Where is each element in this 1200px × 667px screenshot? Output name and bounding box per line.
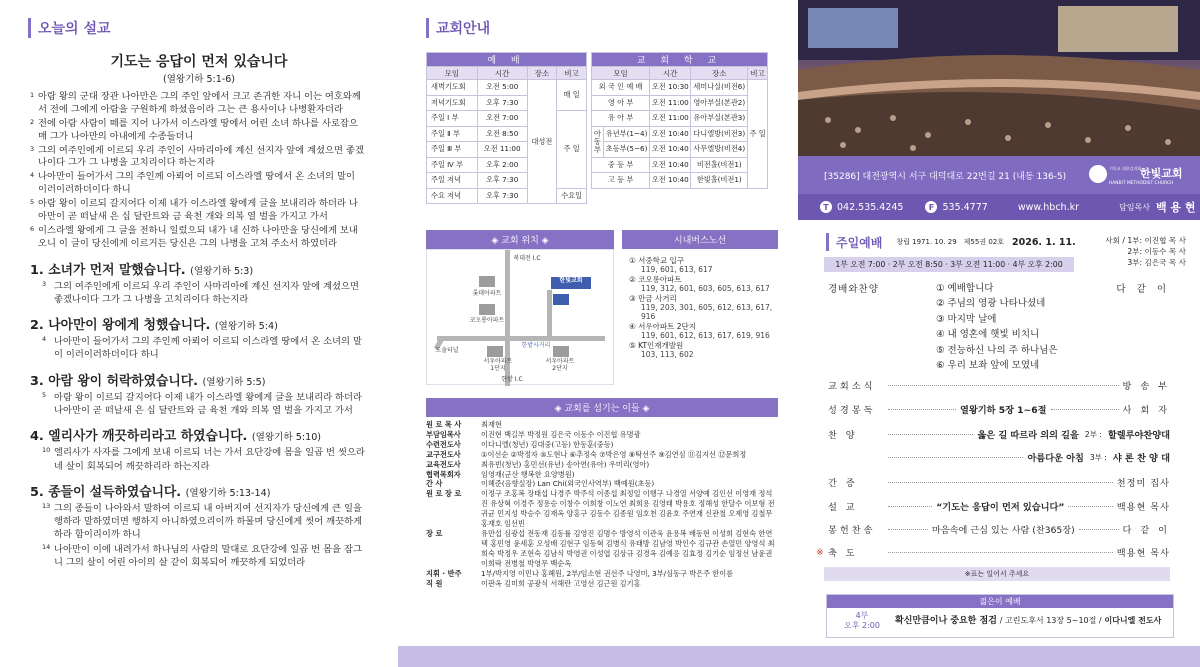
verse-number: 3 <box>42 279 47 288</box>
service-dots <box>888 434 973 435</box>
verse-text: 엘리사가 사자를 그에게 보내 이르되 너는 가서 요단강에 몸을 일곱 번 씻으라 네 살이 회복되어 깨끗하리라 하는지라 <box>54 447 365 472</box>
sanctuary-photo-illustration <box>798 0 1200 156</box>
map-road <box>437 336 605 341</box>
bus-stop-routes: 119, 203, 301, 605, 612, 613, 617, 916 <box>641 303 773 322</box>
leader-line: 사회 / 1부: 이진협 목 사 <box>1105 236 1186 245</box>
sermon-reference: (열왕기하 5:1-6) <box>163 74 235 85</box>
praise-song: ① 예배합니다 <box>936 283 994 294</box>
worship-header <box>826 233 1076 251</box>
verse-number: 5 <box>30 198 35 207</box>
sermon-column <box>0 0 398 667</box>
place-cell: 유아부실(본관3) <box>691 111 748 127</box>
praise-song: ④ 내 영혼에 햇빛 비치니 <box>936 329 1040 341</box>
fax-number: 535.4777 <box>942 201 988 213</box>
praise-leader: 다 같 이 <box>1116 284 1170 295</box>
time-cell: 오전 10:40 <box>650 142 691 158</box>
staff-row <box>426 489 778 529</box>
place-cell: 사무엘방(비전4) <box>691 142 748 158</box>
church-logo-icon <box>1089 165 1107 183</box>
group-cell: 아동부 <box>592 126 604 157</box>
time-cell: 오전 11:00 <box>477 142 527 158</box>
bus-stop-name: ① 서중학교 입구 <box>629 256 684 265</box>
staff-names: 1부/박지영 이민나 홍혜원, 2부/임소현 권선주 나영미, 3부/심동구 박은주 한이름 <box>481 568 734 578</box>
verse-number: 4 <box>42 335 47 344</box>
service-item <box>828 402 1170 416</box>
service-item-content: 아름다운 아침 <box>1027 453 1084 464</box>
staff-role: 간 사 <box>426 479 443 489</box>
meeting-cell: 외 국 인 예 배 <box>592 80 650 96</box>
church-info-column <box>398 0 798 667</box>
service-dots <box>888 552 1113 553</box>
meeting-cell: 유 아 부 <box>592 111 650 127</box>
bus-stop-routes: 119, 601, 612, 613, 617, 619, 916 <box>641 331 770 341</box>
church-name-en: HANBIT METHODIST CHURCH <box>1109 181 1174 186</box>
table-row <box>592 111 768 127</box>
bus-stop-routes: 119, 312, 601, 603, 605, 613, 617 <box>641 284 770 294</box>
point-verse <box>30 446 365 473</box>
time-cell: 오후 7:30 <box>477 173 527 189</box>
bus-stop <box>629 275 779 294</box>
map-label-church: 한빛교회 <box>551 277 591 289</box>
staff-row <box>426 569 778 579</box>
service-item-leader: 방 송 부 <box>1122 381 1170 392</box>
sermon-point-heading <box>30 259 365 278</box>
staff-role: 직 원 <box>426 578 443 588</box>
staff-names: 최유빈(청년) 홍민선(유년) 송아연(유아) 우미리(영아) <box>481 459 650 469</box>
standing-mark: ※ <box>816 546 824 558</box>
youth-sermon-line <box>895 613 1161 626</box>
scripture-text <box>30 91 365 570</box>
praise-section <box>828 281 1170 373</box>
praise-song: ③ 마지막 날에 <box>936 313 997 325</box>
service-item-leader: 다 같 이 <box>1122 525 1171 536</box>
founded-date: 창립 1971. 10. 29 <box>896 238 957 246</box>
map-label-hanmin: 한밭사거리 <box>521 342 551 349</box>
sermon-point-heading <box>30 370 365 389</box>
verse-text: 이스라엘 왕에게 그 글을 전하니 일렀으되 내가 내 신하 나아만을 당신에게 보내오니 이 글이 당신에게 이르거든 당신은 그의 나병을 고쳐 주소서 하였더라 <box>38 224 358 249</box>
pastor-name: 백 용 현 <box>1155 201 1196 214</box>
map-building <box>487 346 503 357</box>
note-cell: 주 일 <box>748 80 768 189</box>
column-header: 장소 <box>691 67 748 80</box>
verse-text: 아람 왕이 이르되 갈지어다 이제 내가 이스라엘 왕에게 글을 보내리라 하더라 나아만이 곧 떠날새 은 십 달란트와 금 육천 개와 의복 열 벌을 가지고 가서 <box>38 198 358 222</box>
table-row <box>592 80 768 96</box>
time-cell: 오전 8:50 <box>477 126 527 142</box>
verse-line <box>30 145 365 171</box>
table-row <box>592 157 768 173</box>
time-cell: 오후 2:00 <box>477 157 527 173</box>
bus-stop-routes: 103, 113, 602 <box>641 350 694 360</box>
youth-worship-header: 젊은이 예배 <box>827 595 1173 608</box>
church-name: 한빛교회 <box>1140 167 1183 180</box>
meeting-cell: 주일 Ⅲ 부 <box>427 142 478 158</box>
staff-names: 유만섭 심광섭 전동재 김동률 김영진 김명수 방영석 이관욱 윤용복 배동현 이성희 김현숙 한연택 홍민영 윤세훈 오성배 김현구 임동혁 김병식 유태방 김남영 박인수 김규관 손열민 양영석 최희숙 박정우 조현숙 김남식 박영권 이성엽 김상규 김경옥 김예응 김효정 김기순 임정선 남윤권 이희락 전병철 박영무 백순옥 <box>481 528 775 568</box>
staff-role: 협력목회자 <box>426 469 461 479</box>
verse-number: 5 <box>42 390 47 399</box>
fax-contact <box>925 201 987 213</box>
praise-song: ⑥ 우리 보좌 앞에 모였네 <box>936 360 1040 372</box>
service-item <box>828 450 1170 464</box>
bottom-color-strip <box>398 646 1200 667</box>
table-row <box>592 95 768 111</box>
place-cell: 세미나실(비전6) <box>691 80 748 96</box>
standing-note: ※표는 일어서 주세요 <box>824 567 1170 581</box>
time-cell: 오전 10:40 <box>650 126 691 142</box>
service-item-content: “기도는 응답이 먼저 있습니다” <box>936 502 1065 513</box>
church-address: [35286] 대전광역시 서구 대덕대로 22번길 21 (내동 136-5) <box>824 172 1067 182</box>
service-item-name: 축 도 <box>828 548 858 559</box>
meeting-cell: 중 등 부 <box>592 157 650 173</box>
staff-list <box>426 420 778 588</box>
youth-preacher: 이다니엘 전도사 <box>1104 616 1162 625</box>
youth-worship-time <box>837 611 887 631</box>
note-cell: 매 일 <box>557 80 587 111</box>
staff-role: 수련전도사 <box>426 439 461 449</box>
staff-row <box>426 460 778 470</box>
map-label-seoul2: 서우아파트 2단지 <box>545 358 575 372</box>
staff-row <box>426 479 778 489</box>
staff-role: 교육전도사 <box>426 459 461 469</box>
bus-stop-name: ③ 만금 사거리 <box>629 293 677 303</box>
staff-row <box>426 579 778 589</box>
column-header: 모임 <box>427 67 478 80</box>
phone-icon: T <box>820 201 832 213</box>
sermon-point-heading <box>30 481 365 500</box>
staff-role: 교구전도사 <box>426 449 461 459</box>
verse-text: 전에 아람 사람이 떼를 지어 나가서 이스라엘 땅에서 어린 소녀 하나를 사로잡으매 그가 나아만의 아내에게 수종들더니 <box>38 117 358 142</box>
section-accent-bar <box>826 233 829 251</box>
staff-names: 최재현 <box>481 420 502 429</box>
verse-text: 나아만이 들어가서 그의 주인께 아뢰어 이르되 이스라엘 땅에서 온 소녀의 말이 이러이러하더이다 하니 <box>54 336 362 361</box>
pastor-label: 담임목사 <box>1119 202 1150 212</box>
service-dots <box>1051 409 1119 410</box>
point-verse <box>30 280 365 307</box>
point-reference: (열왕기하 5:5) <box>202 376 266 388</box>
sermon-section-header <box>28 18 111 38</box>
staff-header: ◈ 교회를 섬기는 이들 ◈ <box>426 398 778 417</box>
map-label-lotte: 롯데아파트 <box>472 290 502 297</box>
info-section-header <box>426 18 490 38</box>
bus-stop <box>629 341 779 360</box>
service-part: 2부 : <box>1084 429 1102 439</box>
note-cell: 주 일 <box>557 111 587 189</box>
map-building <box>479 276 495 287</box>
staff-names: 이정구 조홍복 장태섭 나경주 박주석 이종섭 최정일 이행구 나경열 서양예 김인선 이영재 정석진 유상혁 이경주 정용승 이창수 이희창 이노연 최희용 김영태 박용호 정해성 한달수 이보형 전귀균 민지성 박승수 김재옥 양홍구 김동수 김종원 임호천 김윤호 주연재 신관철 오제영 김철무 홍재호 임선빈 <box>481 489 775 529</box>
service-dots <box>888 506 932 507</box>
service-dots <box>888 385 1119 386</box>
bus-stop-name: ④ 서우아파트 2단지 <box>629 321 696 331</box>
table-row <box>427 111 587 127</box>
table-row <box>592 126 768 142</box>
service-dots <box>1079 529 1119 530</box>
service-item-name: 찬 양 <box>828 430 858 441</box>
sermon-point-heading <box>30 314 365 333</box>
verse-text: 나아만이 이에 내려가서 하나님의 사람의 말대로 요단강에 일곱 번 몸을 잠그니 그의 살이 어린 아이의 살 같이 회복되어 깨끗하게 되었더라 <box>54 543 362 569</box>
service-dots <box>1068 506 1112 507</box>
worship-leaders <box>1066 235 1186 268</box>
place-cell: 영아부실(본관2) <box>691 95 748 111</box>
phone-number: 042.535.4245 <box>837 201 904 213</box>
verse-number: 3 <box>30 144 35 153</box>
address-bar <box>798 156 1200 194</box>
meeting-cell: 수요 저녁 <box>427 188 478 204</box>
column-header: 비고 <box>748 67 768 80</box>
column-header: 시간 <box>477 67 527 80</box>
service-item <box>828 499 1170 513</box>
staff-names: 이진현 백길부 박정원 김은국 이동수 이진협 유명광 <box>481 429 641 439</box>
point-title: 5. 종들이 설득하였습니다. <box>30 484 182 500</box>
point-reference: (열왕기하 5:3) <box>190 265 254 277</box>
meeting-cell: 고 등 부 <box>592 173 650 189</box>
staff-names: ①이선순 ②박정자 ⑤도현나 ⑥추정숙 ⑦박은영 ⑧탁선주 ⑨김연심 ⑪김지선 ⑫문희정 <box>481 449 747 459</box>
service-item-content: 옳은 길 따르라 의의 길을 <box>977 430 1079 441</box>
verse-line <box>30 198 365 224</box>
time-cell: 오전 10:40 <box>650 173 691 189</box>
worship-schedule-table <box>426 52 587 204</box>
youth-worship-box <box>826 594 1174 638</box>
map-label-north-ic: 북대전 I.C <box>513 255 541 262</box>
service-dots <box>888 409 956 410</box>
section-accent-bar <box>426 18 429 38</box>
service-item-content: 열왕기하 5장 1~6절 <box>960 405 1047 416</box>
service-item-content: 마음속에 근심 있는 사람 (찬365장) <box>931 525 1075 536</box>
verse-line <box>30 91 365 117</box>
youth-sermon-title: 확신만큼이나 중요한 점검 <box>895 616 997 626</box>
staff-names: 이혜준(음향실장) Lan Chi(외국인사역부) 백예원(초등) <box>481 479 655 489</box>
service-item <box>828 475 1170 489</box>
meeting-cell: 주일 Ⅰ 부 <box>427 111 478 127</box>
service-item-leader: 천정미 집사 <box>1116 478 1170 489</box>
meeting-cell: 주일 저녁 <box>427 173 478 189</box>
meeting-cell: 저녁기도회 <box>427 95 478 111</box>
phone-contact <box>820 201 903 213</box>
map-building <box>479 304 495 315</box>
verse-line <box>30 171 365 197</box>
church-building-icon <box>553 294 569 305</box>
bus-stop <box>629 294 779 322</box>
bus-stop-routes: 119, 601, 613, 617 <box>641 265 713 275</box>
leader-line: 2부: 이동수 목 사 <box>1127 247 1186 256</box>
point-verse <box>30 391 365 418</box>
staff-role: 지휘 · 반주 <box>426 568 462 578</box>
praise-label: 경배와찬양 <box>828 284 879 295</box>
issue-number: 제55권 02호 <box>963 238 1004 246</box>
place-cell: 한빛홀(비전1) <box>691 173 748 189</box>
staff-names: 이다니엘(청년) 김대중(고등) 한동훈(중등) <box>481 439 614 449</box>
staff-role: 원 로 목 사 <box>426 420 462 429</box>
point-reference: (열왕기하 5:4) <box>214 321 278 333</box>
place-cell: 비전홀(비전1) <box>691 157 748 173</box>
column-header: 시간 <box>650 67 691 80</box>
service-item-name: 성경봉독 <box>828 405 876 416</box>
service-dots <box>888 482 1113 483</box>
section-accent-bar <box>28 18 31 38</box>
info-section-title: 교회안내 <box>436 21 491 37</box>
time-cell: 오후 7:30 <box>477 188 527 204</box>
staff-row <box>426 529 778 569</box>
verse-number: 6 <box>30 224 35 233</box>
point-verse <box>30 335 365 362</box>
staff-role: 원 로 장 로 <box>426 489 462 499</box>
worship-title: 주일예배 <box>836 235 883 250</box>
leader-line: 3부: 김은국 목 사 <box>1127 258 1186 267</box>
verse-number: 2 <box>30 117 35 126</box>
staff-role: 부담임목사 <box>426 429 461 439</box>
youth-time: 오후 2:00 <box>844 621 880 630</box>
meeting-cell: 영 아 부 <box>592 95 650 111</box>
staff-names: 임영재(군산 행복한 요양병원) <box>481 469 575 479</box>
service-item-leader: 백용현 목사 <box>1116 502 1171 513</box>
staff-row <box>426 450 778 460</box>
map-building <box>553 346 569 357</box>
praise-song: ⑤ 전능하신 나의 주 하나님은 <box>936 344 1058 356</box>
service-item-name: 설 교 <box>828 502 858 513</box>
point-title: 4. 엘리사가 깨끗하리라고 하였습니다. <box>30 429 248 445</box>
verse-line <box>30 225 365 251</box>
map-label-corea: 코오롱아파트 <box>469 317 505 324</box>
youth-sermon-text: / 고린도후서 13장 5~10절 / <box>999 616 1102 625</box>
time-cell: 오전 11:00 <box>650 95 691 111</box>
bus-stop <box>629 322 779 341</box>
table-row <box>592 142 768 158</box>
map-label-hanbat-ic: 한밭 I.C <box>501 376 523 383</box>
table-header-cell: 교 회 학 교 <box>592 53 768 67</box>
column-header: 모임 <box>592 67 650 80</box>
youth-part: 4부 <box>855 611 869 620</box>
time-cell: 오전 7:00 <box>477 111 527 127</box>
church-name-small: 기독교 대한감리회 <box>1109 166 1142 171</box>
service-item <box>816 545 1170 559</box>
praise-song-list <box>936 281 1106 373</box>
point-title: 3. 아람 왕이 허락하였습니다. <box>30 373 198 389</box>
meeting-cell: 주일 Ⅳ 부 <box>427 157 478 173</box>
service-item-name: 교회소식 <box>828 381 876 392</box>
staff-row <box>426 420 778 430</box>
verse-text: 아람 왕이 이르되 갈지어다 이제 내가 이스라엘 왕에게 글을 보내리라 하더라 나아만이 곧 떠날새 은 십 달란트와 금 육천 개와 의복 열 벌을 가지고 가서 <box>54 391 362 416</box>
service-item <box>828 378 1170 392</box>
website: www.hbch.kr <box>1017 201 1080 213</box>
service-item-name: 간 증 <box>828 478 858 489</box>
staff-names: 이판옥 김미희 공광식 서해란 고영선 김근원 김기홍 <box>481 578 641 588</box>
point-reference: (열왕기하 5:13-14) <box>185 487 271 499</box>
table-header-cell: 예 배 <box>427 53 587 67</box>
bus-routes-list <box>629 256 779 359</box>
point-reference: (열왕기하 5:10) <box>251 432 322 444</box>
meeting-cell: 주일 Ⅱ 부 <box>427 126 478 142</box>
time-cell: 오전 10:40 <box>650 157 691 173</box>
contact-bar <box>798 194 1200 220</box>
bus-stop-name: ② 코오롱아파트 <box>629 274 682 284</box>
staff-row <box>426 470 778 480</box>
map-label-dosol: 도솔터널 <box>435 347 459 354</box>
fax-icon: F <box>925 201 937 213</box>
service-item-leader: 백용현 목사 <box>1116 548 1170 559</box>
service-part: 3부 : <box>1089 452 1107 462</box>
map-road <box>547 290 552 336</box>
table-row <box>427 80 587 96</box>
service-dots <box>888 529 928 530</box>
praise-song: ② 주님의 영광 나타나셨네 <box>936 298 1046 310</box>
table-columns-row <box>427 67 587 80</box>
bus-routes-header: 시내버스노선 <box>622 230 778 249</box>
meeting-cell: 새벽기도회 <box>427 80 478 96</box>
verse-text: 그의 여주인에게 이르되 우리 주인이 사마리아에 계신 선지자 앞에 계셨으면 좋겠나이다 그가 그 나병을 고치리이다 하는지라 <box>54 280 360 305</box>
sermon-section-title: 오늘의 설교 <box>38 21 111 37</box>
time-cell: 오후 7:30 <box>477 95 527 111</box>
place-cell: 다니엘방(비전3) <box>691 126 748 142</box>
staff-role: 장 로 <box>426 528 443 538</box>
sermon-title: 기도는 응답이 먼저 있습니다 <box>110 54 288 70</box>
service-item-leader: 사 회 자 <box>1122 405 1170 416</box>
table-header-row <box>592 53 768 67</box>
verse-line <box>30 118 365 144</box>
note-cell: 수요일 <box>557 188 587 204</box>
bus-stop-name: ⑤ KT인재개발원 <box>629 340 684 350</box>
verse-text: 나아만이 들어가서 그의 주인께 아뢰어 이르되 이스라엘 땅에서 온 소녀의 말이 이러이러하더이다 하니 <box>38 171 355 196</box>
bus-stop <box>629 256 779 275</box>
church-school-table <box>591 52 768 189</box>
order-of-service-column <box>798 0 1200 667</box>
table-columns-row <box>592 67 768 80</box>
point-verse <box>30 543 365 570</box>
point-title: 2. 나아만이 왕에게 청했습니다. <box>30 318 211 334</box>
verse-text: 그의 종들이 나아와서 말하여 이르되 내 아버지여 선지자가 당신에게 큰 일을 행하라 말하였더면 행하지 아니하였으리이까 하물며 당신에게 씻어 깨끗하게 하라 함이리이까 하니 <box>54 502 363 541</box>
time-cell: 오전 11:00 <box>650 111 691 127</box>
service-dots <box>888 457 1023 458</box>
verse-number: 1 <box>30 91 35 99</box>
map-label-seoul1: 서우아파트 1단지 <box>483 358 513 372</box>
service-item-name: 봉헌찬송 <box>828 525 876 536</box>
time-cell: 오전 5:00 <box>477 80 527 96</box>
meeting-cell: 초등부(5~6) <box>604 142 650 158</box>
verse-number: 10 <box>42 446 51 455</box>
table-row <box>592 173 768 189</box>
verse-text: 아람 왕의 군대 장관 나아만은 그의 주인 앞에서 크고 존귀한 자니 이는 여호와께서 전에 그에게 아람을 구원하게 하셨음이라 그는 큰 용사이나 나병환자더라 <box>38 91 361 115</box>
service-item-leader: 샤 론 찬 양 대 <box>1112 453 1170 464</box>
time-cell: 오전 10:30 <box>650 80 691 96</box>
point-verse <box>30 502 365 542</box>
verse-number: 13 <box>42 501 51 510</box>
service-times: 1부 오전 7:00 · 2부 오전 8:50 · 3부 오전 11:00 · 4부 오후 2:00 <box>824 257 1074 272</box>
service-item-leader: 할렐루야찬양대 <box>1107 430 1170 441</box>
place-cell: 대성전 <box>527 80 557 204</box>
location-header: ◈ 교회 위치 ◈ <box>426 230 614 249</box>
verse-text: 그의 여주인에게 이르되 우리 주인이 사마리아에 계신 선지자 앞에 계셨으면 좋겠나이다 그가 그 나병을 고치리이다 하는지라 <box>38 144 364 169</box>
point-title: 1. 소녀가 먼저 말했습니다. <box>30 262 186 278</box>
verse-number: 4 <box>30 171 35 180</box>
location-map <box>426 249 614 385</box>
meeting-cell: 유년부(1~4) <box>604 126 650 142</box>
table-row <box>427 188 587 204</box>
column-header: 비고 <box>557 67 587 80</box>
staff-row <box>426 430 778 440</box>
column-header: 장소 <box>527 67 557 80</box>
bulletin-date: 2026. 1. 11. <box>1011 236 1076 248</box>
table-header-row <box>427 53 587 67</box>
service-item <box>828 427 1170 441</box>
sermon-point-heading <box>30 425 365 444</box>
service-item <box>828 522 1170 536</box>
sanctuary-photo <box>798 0 1200 156</box>
verse-number: 14 <box>42 542 51 551</box>
staff-row <box>426 440 778 450</box>
